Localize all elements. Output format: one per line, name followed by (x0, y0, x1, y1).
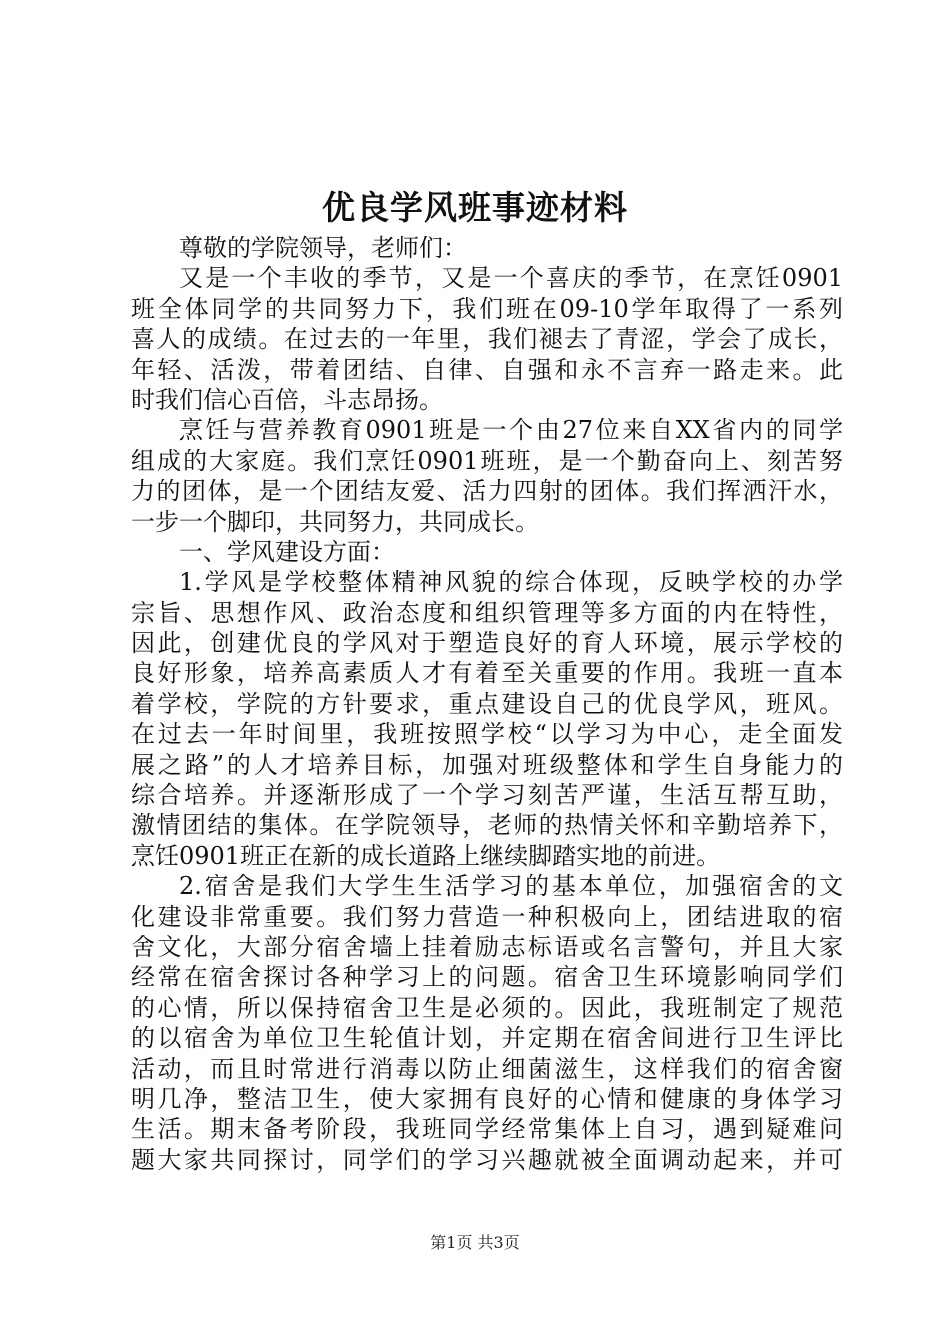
text-line: 明几净，整洁卫生，使大家拥有良好的心情和健康的身体学习 (131, 1084, 843, 1113)
text-line: 喜人的成绩。在过去的一年里，我们褪去了青涩，学会了成长， (131, 325, 843, 354)
text-line: 年轻、活泼，带着团结、自律、自强和永不言弃一路走来。此 (131, 355, 843, 384)
text-line: 活动，而且时常进行消毒以防止细菌滋生，这样我们的宿舍窗 (131, 1054, 843, 1083)
document-body (131, 233, 843, 1175)
text-line: 2.宿舍是我们大学生生活学习的基本单位，加强宿舍的文 (179, 872, 843, 901)
text-line: 展之路”的人才培养目标，加强对班级整体和学生自身能力的 (131, 750, 843, 779)
text-line: 激情团结的集体。在学院领导，老师的热情关怀和辛勤培养下， (131, 811, 843, 840)
text-line: 经常在宿舍探讨各种学习上的问题。宿舍卫生环境影响同学们 (131, 963, 843, 992)
text-line: 因此，创建优良的学风对于塑造良好的育人环境，展示学校的 (131, 629, 843, 658)
text-line: 生活。期末备考阶段，我班同学经常集体上自习，遇到疑难问 (131, 1115, 843, 1144)
text-line: 一步一个脚印，共同努力，共同成长。 (131, 507, 539, 536)
text-line: 题大家共同探讨，同学们的学习兴趣就被全面调动起来，并可 (131, 1145, 843, 1174)
text-line: 1.学风是学校整体精神风貌的综合体现，反映学校的办学 (179, 568, 843, 597)
text-line: 又是一个丰收的季节，又是一个喜庆的季节，在烹饪0901 (179, 264, 843, 293)
text-line: 舍文化，大部分宿舍墙上挂着励志标语或名言警句，并且大家 (131, 932, 843, 961)
text-line: 宗旨、思想作风、政治态度和组织管理等多方面的内在特性， (131, 598, 843, 627)
text-line: 综合培养。并逐渐形成了一个学习刻苦严谨，生活互帮互助， (131, 781, 843, 810)
document-title: 优良学风班事迹材料 (322, 188, 628, 227)
text-line: 尊敬的学院领导，老师们： (179, 234, 467, 262)
text-line: 力的团体，是一个团结友爱、活力四射的团体。我们挥洒汗水， (131, 477, 843, 506)
text-line: 班全体同学的共同努力下，我们班在09-10学年取得了一系列 (131, 294, 843, 323)
text-line: 良好形象，培养高素质人才有着至关重要的作用。我班一直本 (131, 659, 843, 688)
text-line: 一、学风建设方面： (179, 537, 395, 566)
text-line: 在过去一年时间里，我班按照学校“以学习为中心，走全面发 (131, 720, 843, 749)
text-line: 时我们信心百倍，斗志昂扬。 (131, 385, 443, 414)
text-line: 的以宿舍为单位卫生轮值计划，并定期在宿舍间进行卫生评比 (131, 1024, 843, 1053)
text-line: 烹饪0901班正在新的成长道路上继续脚踏实地的前进。 (131, 841, 721, 870)
text-line: 着学校，学院的方针要求，重点建设自己的优良学风，班风。 (131, 689, 843, 718)
page-number: 第1页 共3页 (430, 1233, 520, 1252)
text-line: 化建设非常重要。我们努力营造一种积极向上，团结进取的宿 (131, 902, 843, 931)
text-line: 烹饪与营养教育0901班是一个由27位来自XX省内的同学 (179, 416, 843, 445)
text-line: 组成的大家庭。我们烹饪0901班班，是一个勤奋向上、刻苦努 (131, 446, 843, 475)
text-line: 的心情，所以保持宿舍卫生是必须的。因此，我班制定了规范 (131, 993, 843, 1022)
